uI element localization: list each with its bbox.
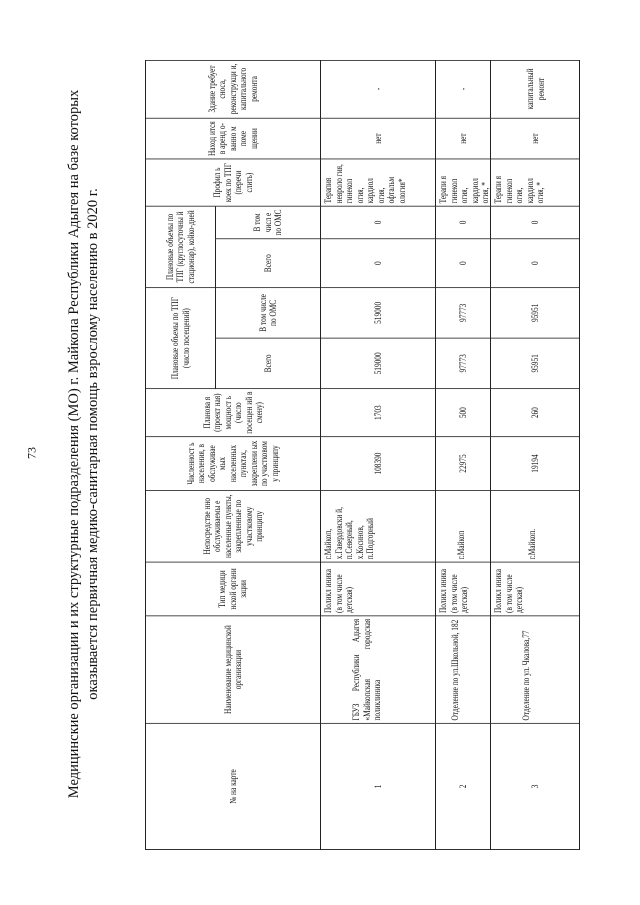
row2-visits-oms: 97773 (435, 288, 490, 338)
row2-num: 2 (435, 724, 490, 850)
row1-visits-oms: 519000 (320, 288, 435, 338)
row2-name: Отделение по ул.Школьной, 182 (435, 616, 490, 724)
row1-num: 1 (320, 724, 435, 850)
row1-type: Поликл иника (в том числе детская) (320, 563, 435, 617)
row3-num: 3 (490, 724, 580, 850)
row2-beds-total: 0 (435, 239, 490, 288)
row3-name: Отделение по ул. Чкалова,77 (490, 616, 580, 724)
row2-areas: г.Майкоп (435, 491, 490, 563)
row1-beds-total: 0 (320, 239, 435, 288)
header-areas: Непосредстве нно обслуживаемы е населенные пункты, закрепленные по участковому принципу (145, 491, 320, 563)
header-beds-group: Плановые объемы по ТПГ (круглосуточны й стационар), койко-дней (145, 207, 215, 288)
row3-type: Поликл иника (в том числе детская) (490, 563, 580, 617)
page-title (65, 74, 103, 814)
row1-name: ГБУЗ Республики Адыгея «Майкопская городская поликлиника (320, 616, 435, 724)
row1-population: 108390 (320, 437, 435, 491)
header-beds-total: Всего (215, 239, 320, 288)
row3-beds-oms: 0 (490, 207, 580, 240)
header-building: Здание требует сноса, реконструкци и, капитального ремонта (145, 60, 320, 119)
title-line-2: оказывается первичная медико-санитарная помощь взрослому населению в 2020 г. (85, 188, 101, 700)
row2-visits-total: 97773 (435, 339, 490, 389)
row1-profile: Терапия невроло гия, гинекол огия, кардиол огия, офтальм ология* (320, 159, 435, 206)
row1-beds-oms: 0 (320, 207, 435, 240)
row3-profile: Терапи я гинекол огия, кардиол огия, * (490, 159, 580, 206)
facilities-table-frame-upper (145, 60, 580, 180)
row3-areas: г.Майкоп. (490, 491, 580, 563)
header-visits-group: Плановые объемы по ТПГ (число посещений) (145, 288, 215, 389)
header-profile: Профил ь коек по ТПГ (перечи слить) (145, 159, 320, 206)
row2-population: 22975 (435, 437, 490, 491)
header-type: Тип медици нской органи зации (145, 563, 320, 617)
row2-rented: нет (435, 119, 490, 160)
row1-visits-total: 519000 (320, 339, 435, 389)
row3-population: 19194 (490, 437, 580, 491)
header-population: Численност ь населения, в обслуживае мых населенных пунктах, закреплени ых по участковом у принципу (145, 437, 320, 491)
row3-beds-total: 0 (490, 239, 580, 288)
row3-visits-oms: 95951 (490, 288, 580, 338)
row1-capacity: 1703 (320, 389, 435, 437)
header-capacity: Планова я (проект ная) мощност ь (число посещен ий в смену) (145, 389, 320, 437)
row1-building: - (320, 60, 435, 119)
row3-capacity: 260 (490, 389, 580, 437)
row3-building: капитальный ремонт (490, 60, 580, 119)
row3-visits-total: 95951 (490, 339, 580, 389)
row2-profile: Терапи я гинекол огия, кардиол огия, * (435, 159, 490, 206)
header-rented: Наход ится в аренд о- ванно м поме щении (145, 119, 320, 160)
header-beds-oms: В том числ е по ОМС (215, 207, 320, 240)
row2-type: Поликл иника (в том числе детская) (435, 563, 490, 617)
row1-areas: г.Майкоп, х.Гавердовски й, п.Северный, х.Косинов, п.Подгорный (320, 491, 435, 563)
row1-rented: нет (320, 119, 435, 160)
header-visits-oms: В том числе по ОМС (215, 288, 320, 338)
title-line-1: Медицинские организации и их структурные подразделения (МО) г. Майкопа Республики Адыгея на базе которых (66, 89, 82, 799)
row3-rented: нет (490, 119, 580, 160)
page-number: 73 (24, 447, 39, 459)
row2-beds-oms: 0 (435, 207, 490, 240)
header-visits-total: Всего (215, 339, 320, 389)
header-name: Наименование медицинской организации (145, 616, 320, 724)
row2-capacity: 500 (435, 389, 490, 437)
row2-building: - (435, 60, 490, 119)
header-num: № на карте (145, 724, 320, 850)
